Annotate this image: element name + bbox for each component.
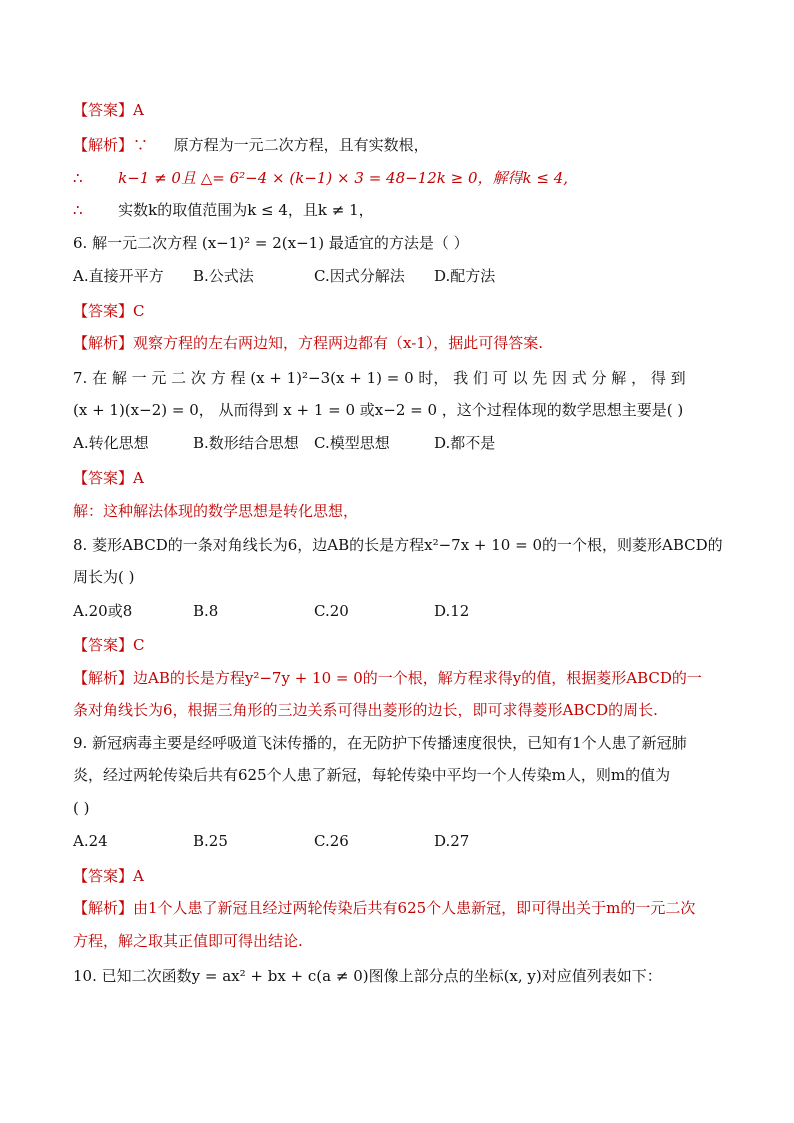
q8-answer: 【答案】C bbox=[73, 636, 145, 654]
option-d: D.配方法 bbox=[434, 267, 496, 285]
range-text: 实数k的取值范围为k ≤ 4，且k ≠ 1， bbox=[118, 201, 374, 219]
option-d: D.12 bbox=[434, 602, 470, 620]
q9-stem-line2: 炎，经过两轮传染后共有625个人患了新冠，每轮传染中平均一个人传染m人，则m的值为 bbox=[73, 766, 671, 784]
analysis-text: 原方程为一元二次方程，且有实数根， bbox=[173, 136, 429, 154]
analysis-tag: 【解析】∵ bbox=[73, 136, 149, 154]
q5-analysis-line3 bbox=[73, 200, 374, 220]
q6-options bbox=[73, 266, 495, 286]
option-c: C.26 bbox=[314, 832, 349, 850]
therefore-symbol: ∴ bbox=[73, 169, 83, 187]
therefore-symbol: ∴ bbox=[73, 201, 83, 219]
q9-answer: 【答案】A bbox=[73, 867, 144, 885]
option-d: D.27 bbox=[434, 832, 470, 850]
q9-analysis-line1: 【解析】由1个人患了新冠且经过两轮传染后共有625个人患新冠，即可得出关于m的一元二次 bbox=[73, 899, 696, 917]
option-a: A.直接开平方 bbox=[73, 267, 164, 285]
option-c: C.因式分解法 bbox=[314, 267, 405, 285]
option-d: D.都不是 bbox=[434, 434, 496, 452]
q8-analysis-line1: 【解析】边AB的长是方程y²−7y + 10 = 0的一个根，解方程求得y的值，根据菱形ABCD的一 bbox=[73, 669, 702, 687]
q9-analysis-line2: 方程，解之取其正值即可得出结论. bbox=[73, 932, 303, 950]
option-a: A.24 bbox=[73, 832, 108, 850]
q8-options bbox=[73, 601, 469, 621]
option-a: A.转化思想 bbox=[73, 434, 149, 452]
q9-stem-line1: 9. 新冠病毒主要是经呼吸道飞沫传播的，在无防护下传播速度很快，已知有1个人患了新冠肺 bbox=[73, 734, 687, 752]
option-c: C.模型思想 bbox=[314, 434, 390, 452]
q7-options bbox=[73, 433, 495, 453]
q8-stem-line2: 周长为( ) bbox=[73, 568, 135, 586]
option-b: B.公式法 bbox=[193, 267, 254, 285]
q9-options bbox=[73, 831, 469, 851]
option-b: B.25 bbox=[193, 832, 228, 850]
q7-stem-line2: (x + 1)(x−2) = 0， 从而得到 x + 1 = 0 或x−2 = 0 ，这个过程体现的数学思想主要是( ) bbox=[73, 401, 684, 419]
q5-analysis-line2 bbox=[73, 168, 568, 188]
q10-stem: 10. 已知二次函数y = ax² + bx + c(a ≠ 0)图像上部分点的坐标(x, y)对应值列表如下： bbox=[73, 967, 662, 985]
q5-answer: 【答案】A bbox=[73, 101, 144, 119]
q6-analysis: 【解析】观察方程的左右两边知，方程两边都有（x-1），据此可得答案. bbox=[73, 334, 544, 352]
q6-stem: 6. 解一元二次方程 (x−1)² = 2(x−1) 最适宜的方法是（ ） bbox=[73, 234, 469, 252]
q7-analysis: 解：这种解法体现的数学思想是转化思想， bbox=[73, 502, 359, 520]
q8-analysis-line2: 条对角线长为6，根据三角形的三边关系可得出菱形的边长，即可求得菱形ABCD的周长. bbox=[73, 701, 658, 719]
q7-answer: 【答案】A bbox=[73, 469, 144, 487]
option-a: A.20或8 bbox=[73, 602, 133, 620]
q8-stem-line1: 8. 菱形ABCD的一条对角线长为6，边AB的长是方程x²−7x + 10 = 0的一个根，则菱形ABCD的 bbox=[73, 536, 723, 554]
option-c: C.20 bbox=[314, 602, 349, 620]
option-b: B.8 bbox=[193, 602, 219, 620]
q9-stem-line3: ( ) bbox=[73, 799, 90, 817]
inequality-text: k−1 ≠ 0且 △= 6²−4 × (k−1) × 3 = 48−12k ≥ 0，解得k ≤ 4, bbox=[118, 169, 569, 187]
option-b: B.数形结合思想 bbox=[193, 434, 299, 452]
q5-analysis-line1 bbox=[73, 135, 429, 155]
q6-answer: 【答案】C bbox=[73, 302, 145, 320]
q7-stem-line1: 7. 在 解 一 元 二 次 方 程 (x + 1)²−3(x + 1) = 0 时， 我 们 可 以 先 因 式 分 解 ， 得 到 bbox=[73, 369, 686, 387]
